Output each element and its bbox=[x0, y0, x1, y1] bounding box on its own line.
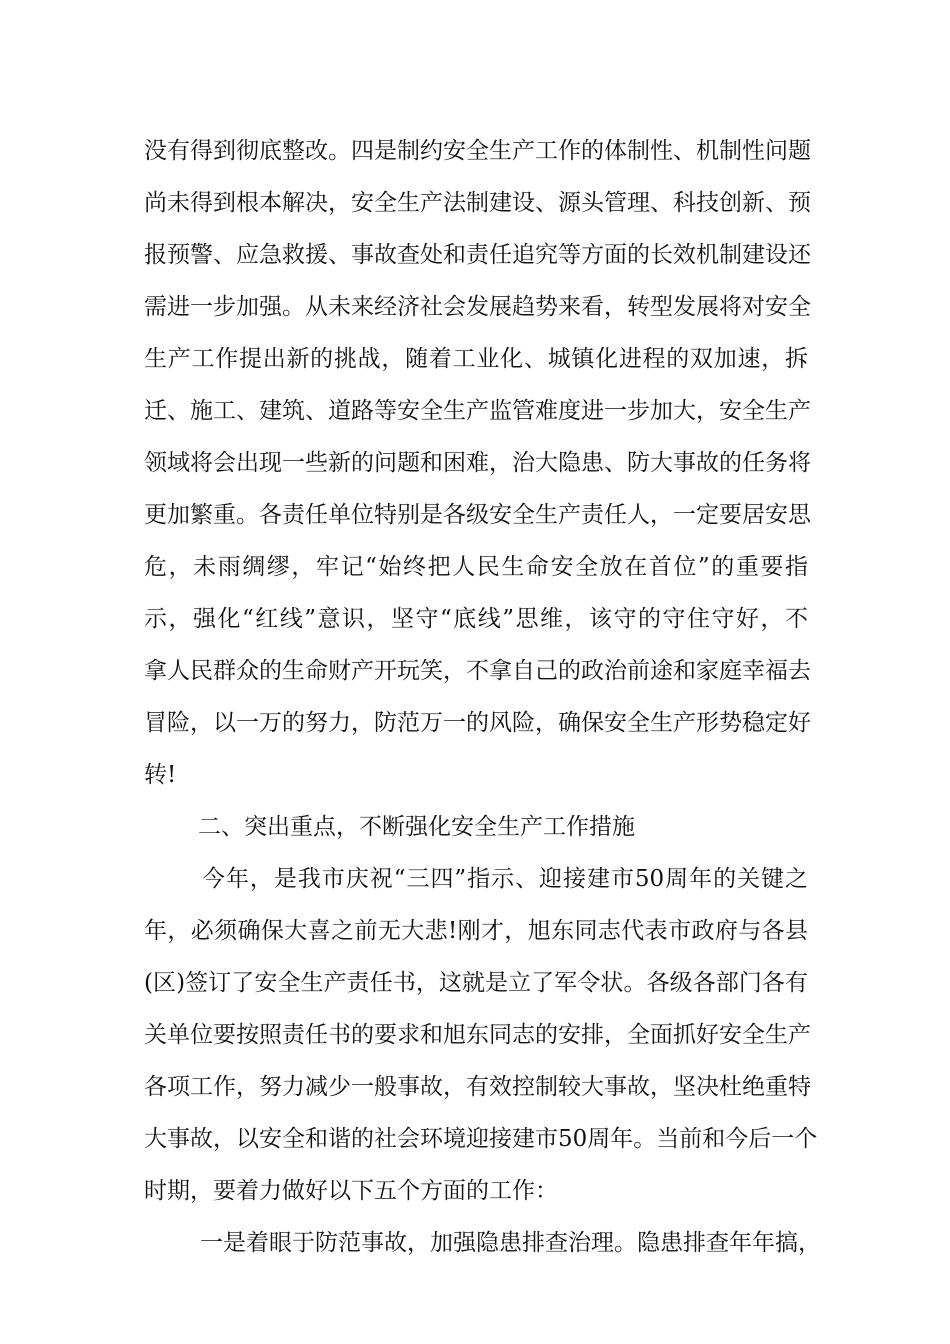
body-text-line: 需进一步加强。从未来经济社会发展趋势来看，转型发展将对安全 bbox=[144, 294, 811, 320]
body-text-line: 迁、施工、建筑、道路等安全生产监管难度进一步加大，安全生产 bbox=[144, 398, 811, 424]
body-text-line: 关单位要按照责任书的要求和旭东同志的安排，全面抓好安全生产 bbox=[144, 1022, 811, 1048]
paragraph-first-line: 今年，是我市庆祝“三四”指示、迎接建市50周年的关键之 bbox=[202, 866, 808, 892]
body-text-line: (区)签订了安全生产责任书，这就是立了军令状。各级各部门各有 bbox=[144, 970, 808, 996]
body-text-line: 年，必须确保大喜之前无大悲!刚才，旭东同志代表市政府与各县 bbox=[144, 918, 808, 944]
body-text-line: 领域将会出现一些新的问题和困难，治大隐患、防大事故的任务将 bbox=[144, 450, 811, 476]
paragraph-first-line: 一是着眼于防范事故，加强隐患排查治理。隐患排查年年搞， bbox=[200, 1230, 821, 1256]
body-text-line: 生产工作提出新的挑战，随着工业化、城镇化进程的双加速，拆 bbox=[144, 346, 808, 372]
body-text-line: 时期，要着力做好以下五个方面的工作： bbox=[144, 1178, 558, 1204]
body-text-line: 转! bbox=[144, 762, 177, 788]
body-text-line: 示，强化“红线”意识，坚守“底线”思维，该守的守住守好，不 bbox=[144, 606, 808, 632]
body-text-line: 危，未雨绸缪，牢记“始终把人民生命安全放在首位”的重要指 bbox=[144, 554, 808, 580]
body-text-line: 大事故，以安全和谐的社会环境迎接建市50周年。当前和今后一个 bbox=[144, 1126, 818, 1152]
body-text-line: 报预警、应急救援、事故查处和责任追究等方面的长效机制建设还 bbox=[144, 242, 811, 268]
body-text-line: 没有得到彻底整改。四是制约安全生产工作的体制性、机制性问题 bbox=[144, 138, 811, 164]
body-text-line: 尚未得到根本解决，安全生产法制建设、源头管理、科技创新、预 bbox=[144, 190, 811, 216]
section-heading: 二、突出重点，不断强化安全生产工作措施 bbox=[198, 814, 635, 840]
body-text-line: 冒险，以一万的努力，防范万一的风险，确保安全生产形势稳定好 bbox=[144, 710, 811, 736]
body-text-line: 各项工作，努力减少一般事故，有效控制较大事故，坚决杜绝重特 bbox=[144, 1074, 811, 1100]
body-text-line: 拿人民群众的生命财产开玩笑，不拿自己的政治前途和家庭幸福去 bbox=[144, 658, 811, 684]
body-text-line: 更加繁重。各责任单位特别是各级安全生产责任人，一定要居安思 bbox=[144, 502, 811, 528]
